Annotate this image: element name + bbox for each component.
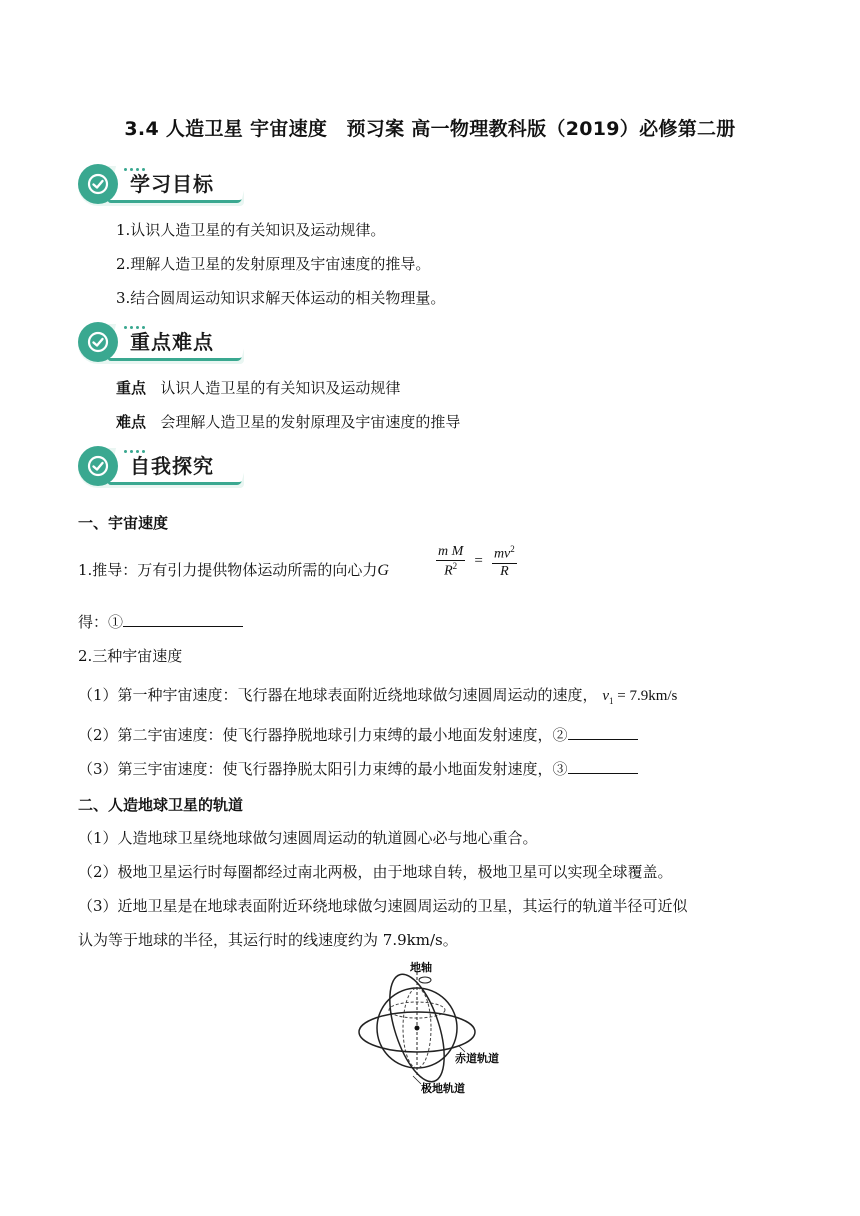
- part2-p2: （2）极地卫星运行时每圈都经过南北两极，由于地球自转，极地卫星可以实现全球覆盖。: [78, 863, 673, 881]
- formula-rhs-num: mv: [493, 546, 511, 562]
- speed2-text: （2）第二宇宙速度：使飞行器挣脱地球引力束缚的最小地面发射速度，②: [78, 726, 568, 744]
- derive-text: 1.推导：万有引力提供物体运动所需的向心力: [78, 561, 378, 579]
- formula-eq: =: [474, 553, 483, 570]
- goal-item-3: 3.结合圆周运动知识求解天体运动的相关物理量。: [116, 289, 446, 307]
- formula-rhs-den: R: [492, 563, 517, 580]
- difficulty-row: [116, 412, 460, 432]
- label-equator: 赤道轨道: [455, 1052, 499, 1065]
- section-banner-explore: [78, 442, 248, 488]
- speed1-value: [602, 688, 677, 704]
- check-circle-icon: [78, 446, 118, 486]
- formula-rhs-num-sup: 2: [510, 544, 515, 554]
- formula-lhs-den: R: [444, 563, 453, 579]
- goal-item-1: 1.认识人造卫星的有关知识及运动规律。: [116, 221, 386, 239]
- rotation-arrow-icon: [419, 977, 431, 983]
- derive-line: [78, 560, 389, 581]
- formula-rhs-fraction: [492, 544, 517, 580]
- three-speeds-heading: 2.三种宇宙速度: [78, 647, 183, 665]
- key-point-label: 重点: [116, 379, 147, 397]
- check-circle-icon: [78, 164, 118, 204]
- part1-heading: 一、宇宙速度: [78, 514, 169, 532]
- speed3-line: [78, 759, 638, 779]
- answer-blank-1[interactable]: [123, 612, 243, 627]
- section-banner-keypoints: [78, 318, 248, 364]
- section-header-explore: 自我探究: [130, 454, 214, 478]
- page-title: 3.4 人造卫星 宇宙速度 预习案 高一物理教科版（2019）必修第二册: [124, 118, 736, 140]
- part2-p3a: （3）近地卫星是在地球表面附近环绕地球做匀速圆周运动的卫星，其运行的轨道半径可近似: [78, 897, 688, 915]
- speed1-sub: 1: [609, 696, 614, 706]
- part2-p3b: 认为等于地球的半径，其运行时的线速度约为 7.9km/s。: [78, 931, 458, 949]
- label-axis: 地轴: [410, 961, 432, 974]
- formula-lhs-num: m M: [438, 544, 464, 559]
- part2-heading: 二、人造地球卫星的轨道: [78, 796, 244, 814]
- formula-lhs-fraction: [436, 544, 465, 580]
- speed1-text: （1）第一种宇宙速度：飞行器在地球表面附近绕地球做匀速圆周运动的速度，: [78, 686, 598, 704]
- answer-blank-2[interactable]: [568, 725, 638, 740]
- formula-g: G: [377, 562, 389, 579]
- section-banner-goals: [78, 160, 248, 206]
- speed1-var: v: [602, 688, 610, 704]
- earth-center: [415, 1026, 420, 1031]
- key-point-text: 认识人造卫星的有关知识及运动规律: [160, 379, 401, 397]
- label-polar: 极地轨道: [421, 1082, 465, 1095]
- part2-p1: （1）人造地球卫星绕地球做匀速圆周运动的轨道圆心必与地心重合。: [78, 829, 538, 847]
- speed1-number: = 7.9km/s: [613, 688, 678, 704]
- speed3-text: （3）第三宇宙速度：使飞行器挣脱太阳引力束缚的最小地面发射速度，③: [78, 760, 568, 778]
- formula-lhs-den-sup: 2: [452, 561, 458, 571]
- result-label: 得：①: [78, 613, 124, 631]
- goal-item-2: 2.理解人造卫星的发射原理及宇宙速度的推导。: [116, 255, 431, 273]
- speed2-line: [78, 725, 638, 745]
- section-header-goals: 学习目标: [130, 172, 214, 196]
- difficulty-text: 会理解人造卫星的发射原理及宇宙速度的推导: [160, 413, 461, 431]
- gravity-formula: [436, 544, 517, 580]
- check-circle-icon: [78, 322, 118, 362]
- difficulty-label: 难点: [116, 413, 147, 431]
- orbit-diagram-svg: [355, 958, 515, 1098]
- result-line: [78, 612, 243, 632]
- orbit-diagram: [355, 958, 515, 1098]
- key-point-row: [116, 378, 400, 398]
- speed1-line: [78, 685, 677, 711]
- section-header-keypoints: 重点难点: [130, 330, 214, 354]
- polar-leader: [413, 1076, 421, 1084]
- answer-blank-3[interactable]: [568, 759, 638, 774]
